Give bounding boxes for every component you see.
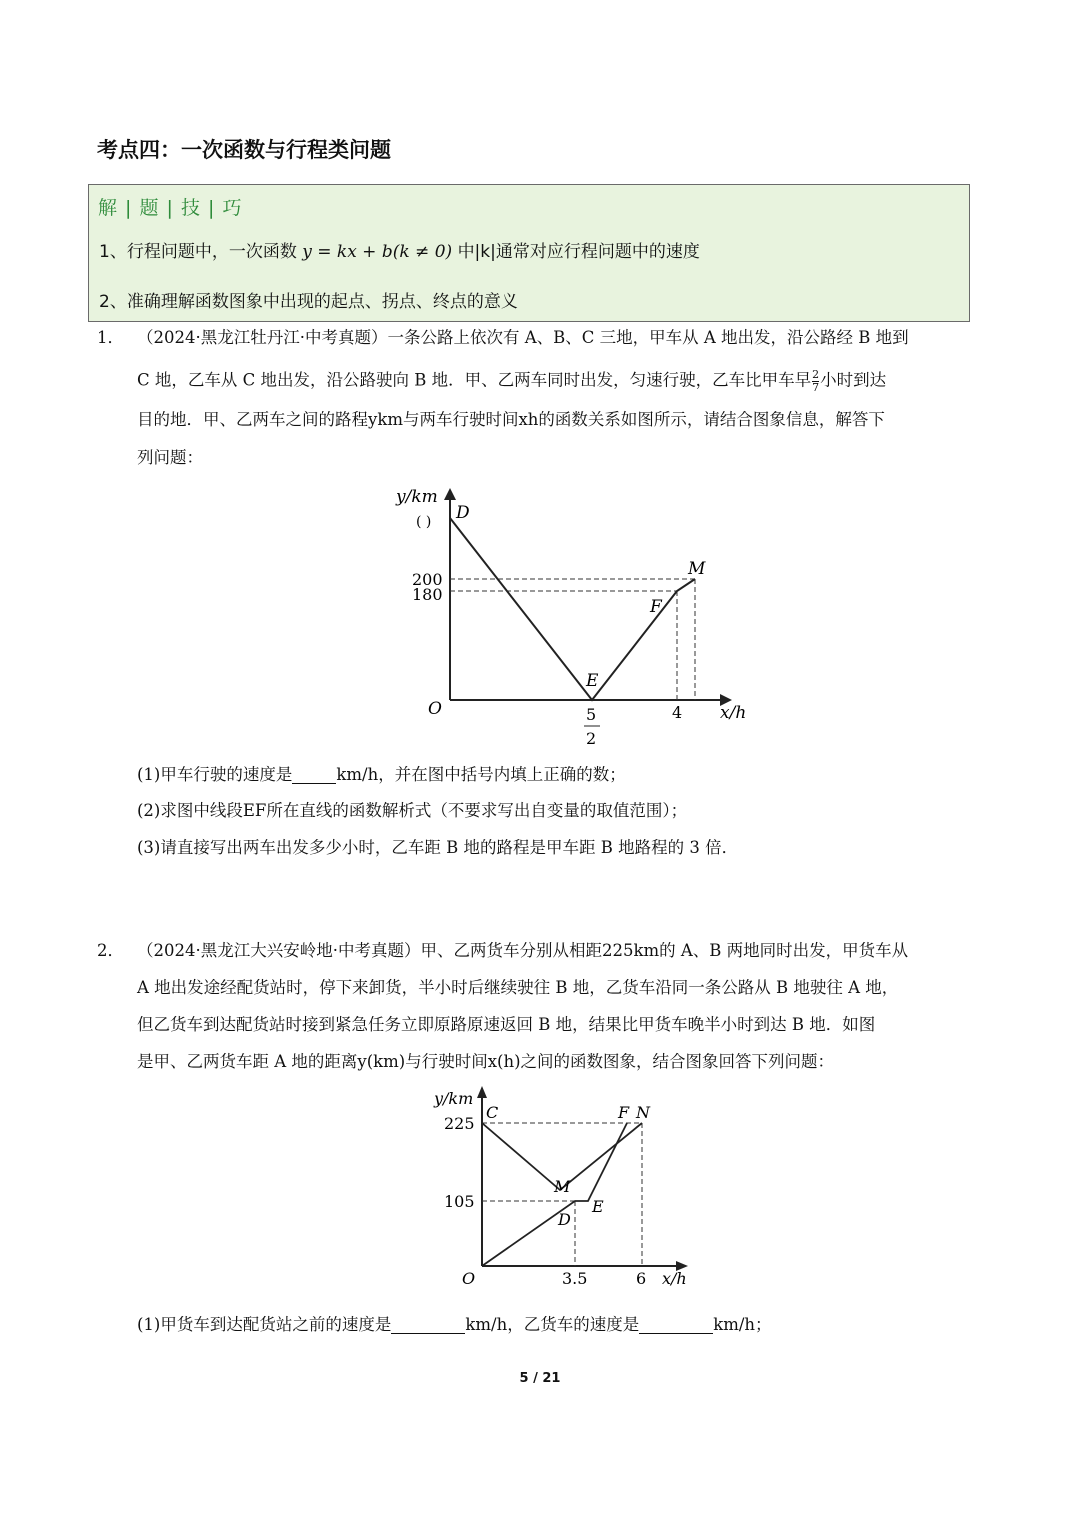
q1-point-F: F [650,597,662,617]
q2-tick-225: 225 [444,1114,475,1133]
q2-point-D: D [558,1210,571,1229]
q2-answer-blank-2[interactable] [639,1316,713,1334]
q1-tick-5: 5 [586,705,597,724]
q2-point-F: F [618,1103,630,1122]
q1-line-4: 列问题： [137,448,203,467]
q2-sub-1-prefix: (1)甲货车到达配货站之前的速度是 [137,1315,392,1334]
q1-sub-1-suffix: km/h，并在图中括号内填上正确的数； [336,765,626,784]
q1-tick-200: 200 [412,570,443,589]
tip-line-1-prefix: 1、行程问题中，一次函数 [99,242,297,262]
q1-sub-2: (2)求图中线段EF所在直线的函数解析式（不要求写出自变量的取值范围）； [137,801,688,820]
q1-y-arrow [444,488,456,500]
q1-y-label: y/km [396,487,438,507]
q2-line-2: A 地出发途经配货站时，停下来卸货，半小时后继续驶往 B 地，乙货车沿同一条公路从 B 地驶往 A 地， [137,978,899,997]
q2-line-1: （2024·黑龙江大兴安岭地·中考真题）甲、乙两货车分别从相距225km的 A、B 两地同时出发，甲货车从 [137,941,909,960]
tip-line-1-suffix: 中|k|通常对应行程问题中的速度 [457,242,700,262]
q1-graph [380,480,760,760]
q1-line-2-suffix: 小时到达 [820,370,887,390]
q1-number: 1． [97,328,124,347]
q2-y-label: y/km [434,1089,474,1108]
q1-point-E: E [586,671,599,691]
tips-title: 解 | 题 | 技 | 巧 [98,197,243,219]
q1-frac-den: 7 [812,380,820,394]
q1-point-D: D [456,503,470,523]
q2-answer-blank-1[interactable] [391,1316,465,1334]
q2-number: 2． [97,941,124,960]
tips-box [88,184,970,322]
q2-point-N: N [636,1103,650,1122]
q1-tick-180: 180 [412,585,443,604]
q2-y-arrow [477,1086,487,1098]
q2-line-4: 是甲、乙两货车距 A 地的距离y(km)与行驶时间x(h)之间的函数图象，结合图象回答下列问题： [137,1052,835,1071]
q2-point-E: E [592,1197,604,1216]
q2-point-M: M [554,1177,571,1196]
tip-line-1 [99,237,700,262]
q2-tick-3-5: 3.5 [562,1269,588,1288]
q1-sub-3: (3)请直接写出两车出发多少小时，乙车距 B 地的路程是甲车距 B 地路程的 3 倍． [137,838,739,857]
section-heading: 考点四：一次函数与行程类问题 [97,138,391,162]
q2-x-label: x/h [662,1269,687,1288]
q2-tick-6: 6 [636,1269,647,1288]
q1-frac-num: 2 [812,368,820,381]
tip-line-2: 2、准确理解函数图象中出现的起点、拐点、终点的意义 [99,292,518,312]
q1-line-1: （2024·黑龙江牡丹江·中考真题）一条公路上依次有 A、B、C 三地，甲车从 A 地出发，沿公路经 B 地到 [137,328,909,347]
q1-origin: O [428,699,442,719]
page-number: 5 / 21 [519,1371,561,1386]
q1-tick-2: 2 [586,729,597,748]
tip-formula: y = kx + b(k ≠ 0) [302,242,453,262]
q1-line-2 [137,369,886,393]
q2-sub-1 [137,1316,772,1334]
q1-x-label: x/h [720,703,747,723]
q1-sub-1 [137,766,626,784]
q2-origin: O [462,1269,476,1288]
q1-sub-1-prefix: (1)甲车行驶的速度是 [137,765,293,784]
q1-bracket: ( ) [416,514,432,530]
q2-sub-1-mid: km/h，乙货车的速度是 [465,1315,640,1334]
q2-line-3: 但乙货车到达配货站时接到紧急任务立即原路原速返回 B 地，结果比甲货车晚半小时到达 B 地．如图 [137,1015,876,1034]
q1-answer-blank[interactable] [292,766,336,784]
q2-sub-1-suffix: km/h； [713,1315,772,1334]
q1-line-3: 目的地．甲、乙两车之间的路程ykm与两车行驶时间xh的函数关系如图所示，请结合图象信息，解答下 [137,410,885,429]
q2-tick-105: 105 [444,1192,475,1211]
q2-point-C: C [486,1103,499,1122]
q2-graph [400,1080,700,1295]
q1-fraction [812,369,819,393]
q1-point-M: M [688,559,706,579]
q1-tick-4: 4 [672,703,683,722]
q1-line-2-prefix: C 地，乙车从 C 地出发，沿公路驶向 B 地．甲、乙两车同时出发，匀速行驶，乙车比甲车早 [137,370,812,390]
